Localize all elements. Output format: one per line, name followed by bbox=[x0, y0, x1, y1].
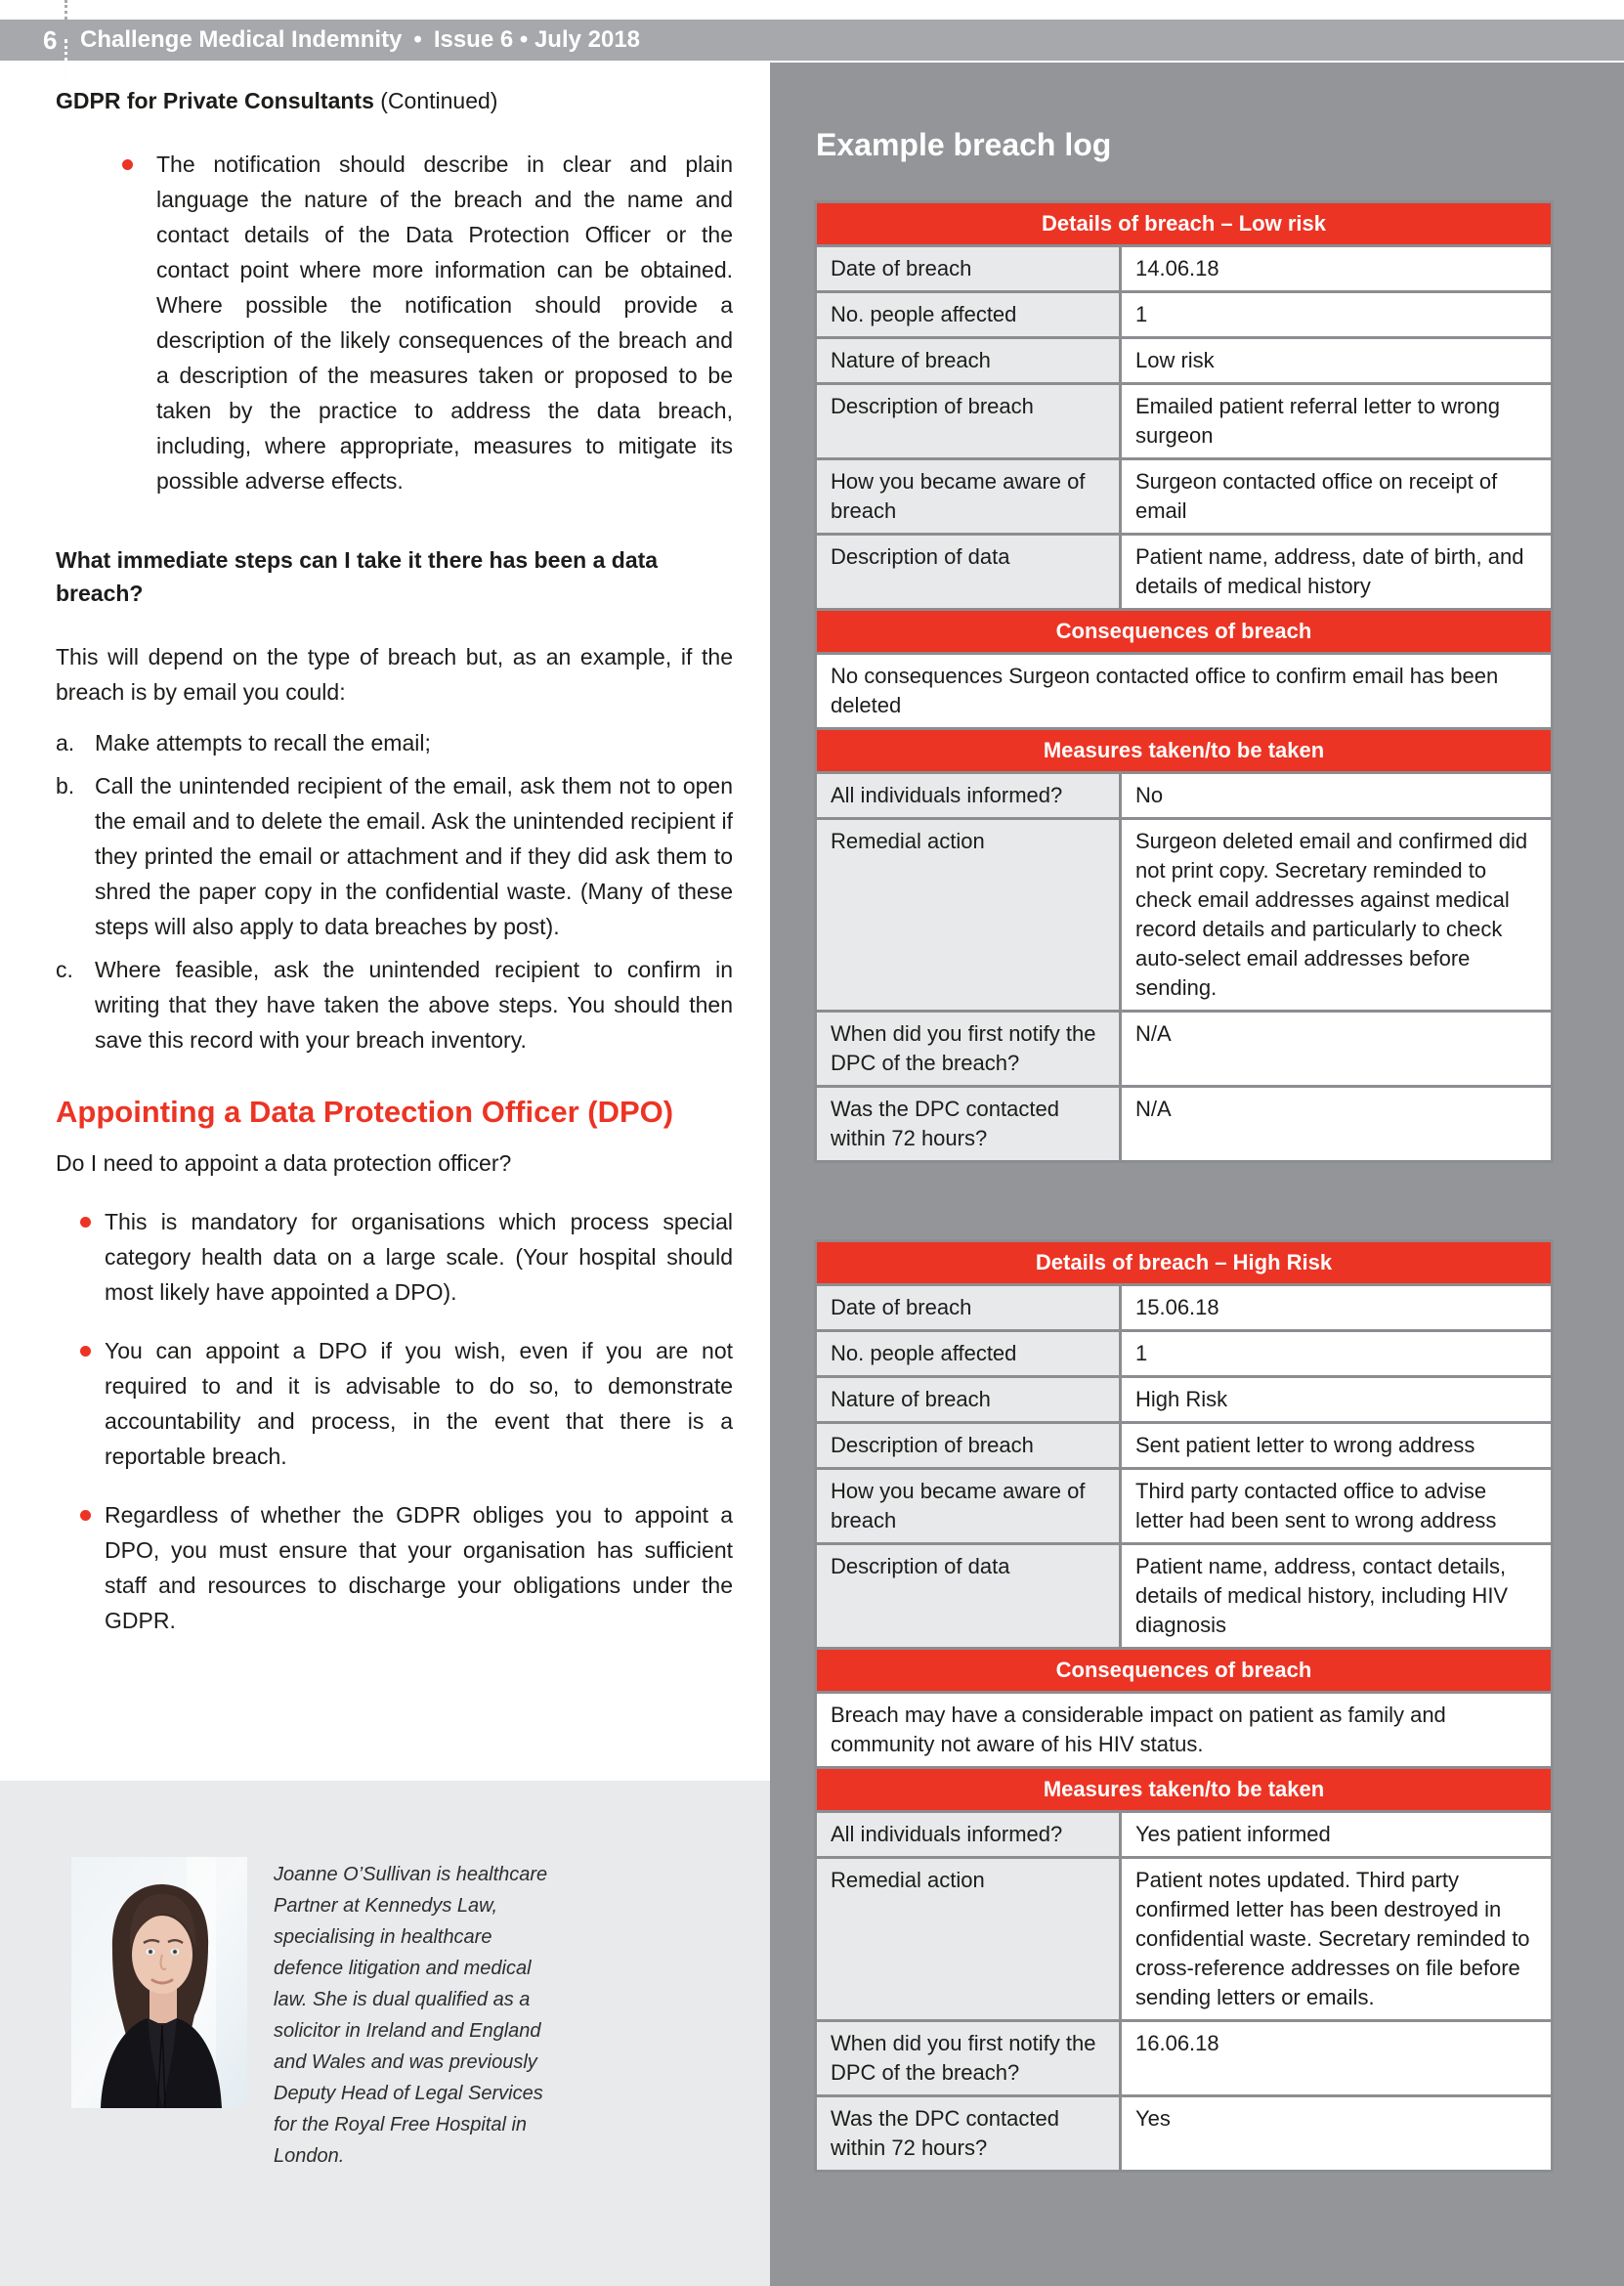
row-value: 16.06.18 bbox=[1122, 2022, 1551, 2094]
consequences-text: Breach may have a considerable impact on patient as family and community not aware of his HIV status. bbox=[817, 1691, 1551, 1766]
breach-table-high-risk bbox=[814, 1239, 1554, 2173]
article-heading bbox=[56, 86, 733, 115]
bio-caption: Joanne O’Sullivan is healthcare Partner at Kennedys Law, specialising in healthcare defence litigation and medical law. She is dual qualified as a solicitor in Ireland and England and Wales and was previously Deputy Head of Legal Services for the Royal Free Hospital in London. bbox=[274, 1864, 548, 2167]
bullet-icon bbox=[122, 159, 133, 170]
row-value: Surgeon contacted office on receipt of email bbox=[1122, 460, 1551, 533]
row-value: No bbox=[1122, 774, 1551, 817]
row-label: No. people affected bbox=[817, 293, 1122, 336]
table-row bbox=[817, 244, 1551, 290]
breach-table-low-risk bbox=[814, 200, 1554, 1163]
step-marker: c. bbox=[56, 957, 73, 982]
row-label: Remedial action bbox=[817, 820, 1122, 1010]
row-value: 14.06.18 bbox=[1122, 247, 1551, 290]
table-row bbox=[817, 382, 1551, 457]
step-marker: a. bbox=[56, 730, 75, 755]
dotted-divider-top-icon bbox=[64, 0, 67, 20]
row-label: Description of breach bbox=[817, 385, 1122, 457]
table-header: Details of breach – Low risk bbox=[817, 203, 1551, 244]
row-label: Nature of breach bbox=[817, 339, 1122, 382]
step-item-a bbox=[56, 725, 733, 760]
table-row bbox=[817, 290, 1551, 336]
row-value: High Risk bbox=[1122, 1378, 1551, 1421]
section-header-consequences: Consequences of breach bbox=[817, 608, 1551, 652]
question-intro: This will depend on the type of breach but, as an example, if the breach is by email you could: bbox=[56, 644, 733, 705]
row-value: Yes bbox=[1122, 2097, 1551, 2170]
row-value: Sent patient letter to wrong address bbox=[1122, 1424, 1551, 1467]
row-label: Description of data bbox=[817, 536, 1122, 608]
table-header: Details of breach – High Risk bbox=[817, 1242, 1551, 1283]
row-value: Emailed patient referral letter to wrong surgeon bbox=[1122, 385, 1551, 457]
issue-info: Issue 6 • July 2018 bbox=[433, 26, 641, 53]
author-photo bbox=[71, 1857, 247, 2108]
row-label: All individuals informed? bbox=[817, 1813, 1122, 1856]
table-row bbox=[817, 1329, 1551, 1375]
table-row bbox=[817, 817, 1551, 1010]
table-row bbox=[817, 1810, 1551, 1856]
consequences-text: No consequences Surgeon contacted office to confirm email has been deleted bbox=[817, 652, 1551, 727]
row-label: When did you first notify the DPC of the breach? bbox=[817, 2022, 1122, 2094]
dpo-bullet-item bbox=[80, 1497, 733, 1638]
row-label: When did you first notify the DPC of the breach? bbox=[817, 1013, 1122, 1085]
table-row bbox=[817, 1375, 1551, 1421]
dpo-section-heading: Appointing a Data Protection Officer (DPO) bbox=[56, 1095, 674, 1129]
dpo-bullet-item bbox=[80, 1333, 733, 1474]
section-header-consequences: Consequences of breach bbox=[817, 1647, 1551, 1691]
bullet-separator-icon: • bbox=[413, 26, 422, 53]
step-text: Where feasible, ask the unintended recipient to confirm in writing that they have taken the above steps. You should then save this record with your breach inventory. bbox=[95, 957, 733, 1053]
row-label: Nature of breach bbox=[817, 1378, 1122, 1421]
step-item-c bbox=[56, 952, 733, 1057]
breach-log-title: Example breach log bbox=[816, 127, 1112, 162]
table-row bbox=[817, 2019, 1551, 2094]
section-header-measures: Measures taken/to be taken bbox=[817, 727, 1551, 771]
row-label: Description of breach bbox=[817, 1424, 1122, 1467]
row-value: Third party contacted office to advise letter had been sent to wrong address bbox=[1122, 1470, 1551, 1542]
row-value: Surgeon deleted email and confirmed did not print copy. Secretary reminded to check email addresses against medical record details and particularly to check auto-select email addresses before sending. bbox=[1122, 820, 1551, 1010]
row-label: Date of breach bbox=[817, 1286, 1122, 1329]
step-item-b bbox=[56, 768, 733, 944]
row-label: Remedial action bbox=[817, 1859, 1122, 2019]
row-label: How you became aware of breach bbox=[817, 1470, 1122, 1542]
table-row bbox=[817, 533, 1551, 608]
row-value: 15.06.18 bbox=[1122, 1286, 1551, 1329]
row-value: 1 bbox=[1122, 293, 1551, 336]
dpo-question: Do I need to appoint a data protection officer? bbox=[56, 1150, 512, 1176]
table-row bbox=[817, 2094, 1551, 2170]
row-label: No. people affected bbox=[817, 1332, 1122, 1375]
newsletter-masthead bbox=[80, 20, 640, 61]
article-heading-continued: (Continued) bbox=[380, 88, 498, 113]
row-label: Description of data bbox=[817, 1545, 1122, 1647]
dotted-divider-icon bbox=[64, 39, 67, 80]
row-value: Patient name, address, date of birth, and details of medical history bbox=[1122, 536, 1551, 608]
table-row bbox=[817, 457, 1551, 533]
row-label: Was the DPC contacted within 72 hours? bbox=[817, 1088, 1122, 1160]
row-value: N/A bbox=[1122, 1088, 1551, 1160]
bullet-icon bbox=[80, 1510, 91, 1521]
row-value: 1 bbox=[1122, 1332, 1551, 1375]
row-label: Was the DPC contacted within 72 hours? bbox=[817, 2097, 1122, 2170]
breach-log-panel bbox=[770, 63, 1624, 2286]
page-number: 6 bbox=[43, 25, 58, 55]
bio-box bbox=[0, 1781, 770, 2286]
table-row bbox=[817, 1283, 1551, 1329]
step-marker: b. bbox=[56, 773, 75, 798]
table-row bbox=[817, 1421, 1551, 1467]
dpo-bullet-text: This is mandatory for organisations which process special category health data on a large scale. (Your hospital should most likely have appointed a DPO). bbox=[105, 1209, 733, 1305]
row-value: Patient name, address, contact details, details of medical history, including HIV diagnosis bbox=[1122, 1545, 1551, 1647]
table-row bbox=[817, 1085, 1551, 1160]
article-heading-bold: GDPR for Private Consultants bbox=[56, 88, 374, 113]
row-value: Patient notes updated. Third party confirmed letter has been destroyed in confidential waste. Secretary reminded to cross-reference addresses on file before sending letters or emails. bbox=[1122, 1859, 1551, 2019]
step-text: Make attempts to recall the email; bbox=[95, 730, 431, 755]
dpo-bullet-text: You can appoint a DPO if you wish, even if you are not required to and it is advisable to do so, to demonstrate accountability and process, in the event that there is a reportable breach. bbox=[105, 1338, 733, 1469]
table-row bbox=[817, 1467, 1551, 1542]
table-row bbox=[817, 1856, 1551, 2019]
row-label: All individuals informed? bbox=[817, 774, 1122, 817]
row-value: Low risk bbox=[1122, 339, 1551, 382]
step-text: Call the unintended recipient of the email, ask them not to open the email and to delete the email. Ask the unintended recipient if they printed the email or attachment and if they did ask them to shred the paper copy in the confidential waste. (Many of these steps will also apply to data breaches by post). bbox=[95, 773, 733, 939]
row-label: Date of breach bbox=[817, 247, 1122, 290]
table-row bbox=[817, 1542, 1551, 1647]
dpo-bullet-text: Regardless of whether the GDPR obliges you to appoint a DPO, you must ensure that your organisation has sufficient staff and resources to discharge your obligations under the GDPR. bbox=[105, 1502, 733, 1633]
table-row bbox=[817, 771, 1551, 817]
row-value: N/A bbox=[1122, 1013, 1551, 1085]
intro-bullet-text: The notification should describe in clear and plain language the nature of the breach and the name and contact details of the Data Protection Officer or the contact point where more information can be obtained. Where possible the notification should provide a description of the likely consequences of the breach and a description of the measures taken or proposed to be taken by the practice to address the data breach, including, where appropriate, measures to mitigate its possible adverse effects. bbox=[156, 151, 733, 494]
article-column bbox=[56, 86, 733, 1661]
dpo-bullet-item bbox=[80, 1204, 733, 1310]
row-label: How you became aware of breach bbox=[817, 460, 1122, 533]
intro-bullet-item bbox=[122, 147, 733, 498]
row-value: Yes patient informed bbox=[1122, 1813, 1551, 1856]
table-row bbox=[817, 336, 1551, 382]
table-row bbox=[817, 1010, 1551, 1085]
bullet-icon bbox=[80, 1217, 91, 1228]
bullet-icon bbox=[80, 1346, 91, 1357]
header-bar bbox=[0, 20, 1624, 61]
question-heading: What immediate steps can I take it there has been a data breach? bbox=[56, 547, 659, 606]
newsletter-title: Challenge Medical Indemnity bbox=[80, 26, 403, 53]
section-header-measures: Measures taken/to be taken bbox=[817, 1766, 1551, 1810]
